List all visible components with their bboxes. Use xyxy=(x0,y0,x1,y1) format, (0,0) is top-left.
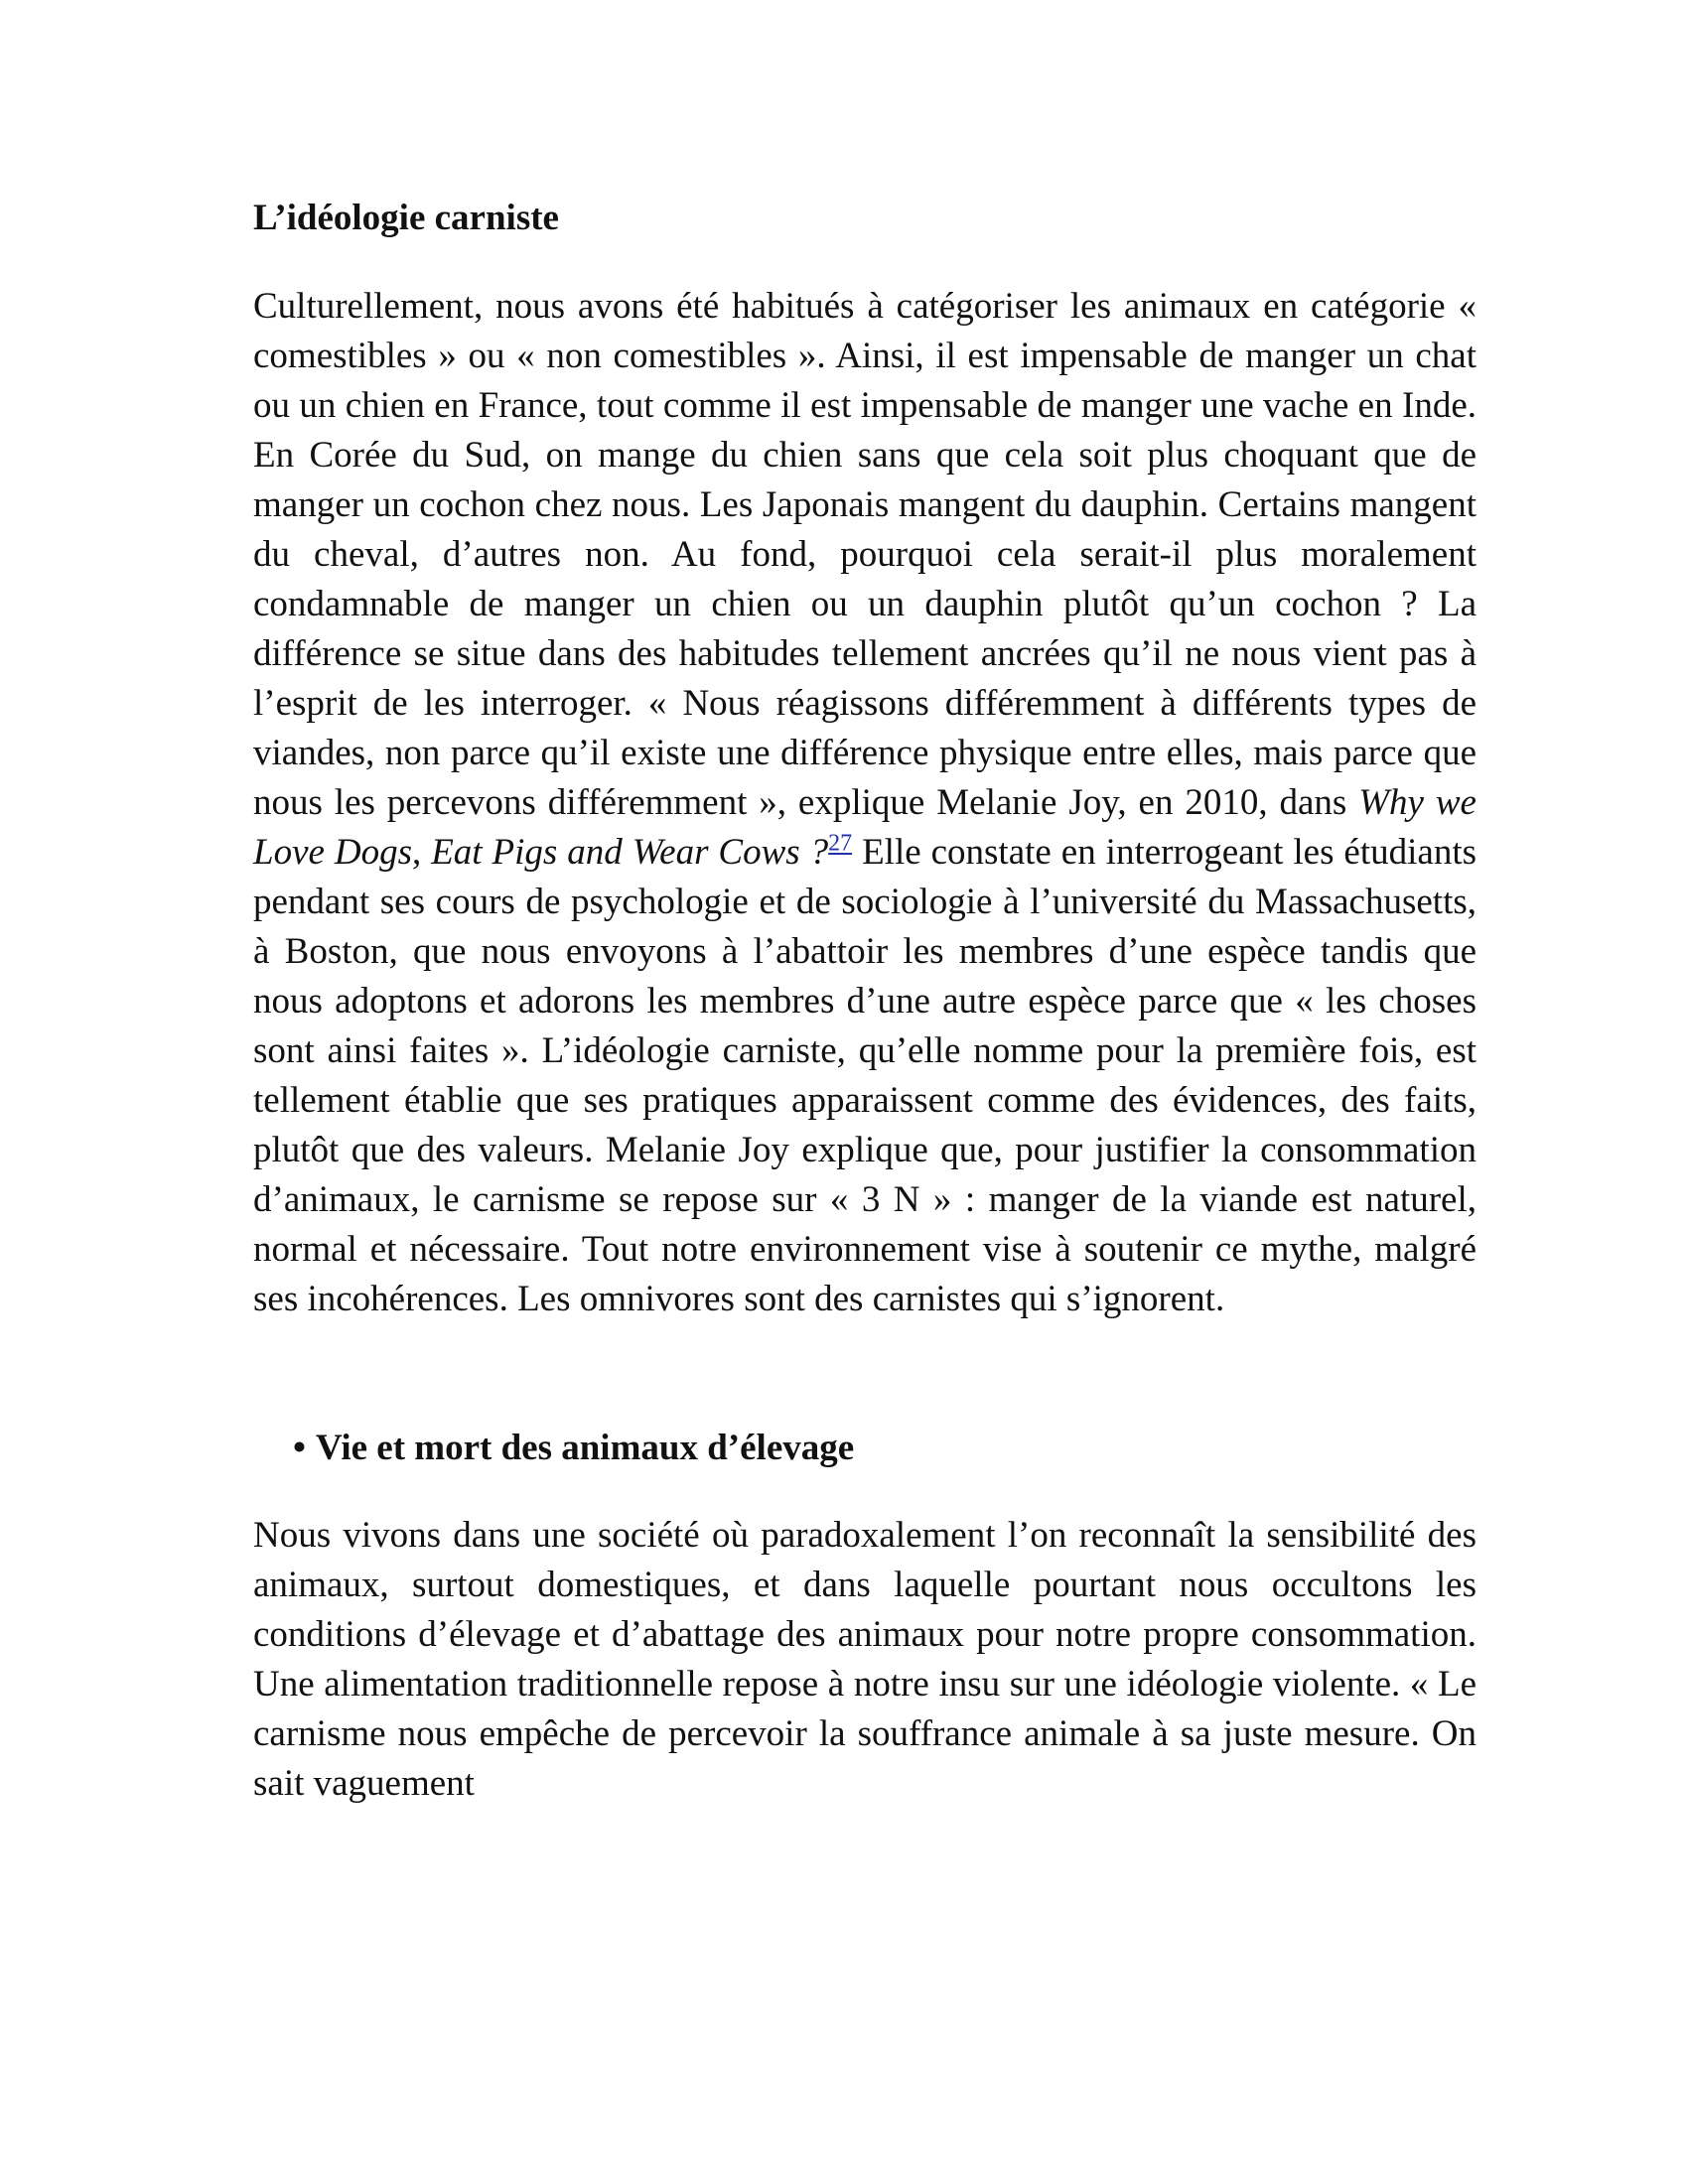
bullet-heading-elevage xyxy=(253,1427,1477,1470)
title-separator: , xyxy=(412,832,422,874)
book-title-love-dogs: Why we Love Dogs xyxy=(253,782,1477,874)
bullet-icon: • xyxy=(293,1428,306,1469)
footnote-ref xyxy=(828,831,852,857)
document-page xyxy=(253,197,1477,1809)
paragraph-carnisme xyxy=(253,282,1477,1324)
book-title-eat-pigs: Eat Pigs and Wear Cows ? xyxy=(431,832,829,874)
footnote-link-27[interactable]: 27 xyxy=(828,831,853,858)
paragraph-elevage: Nous vivons dans une société où paradoxalement l’on reconnaît la sensibilité des animaux, surtout domestiques, et dans laquelle pourtant nous occultons les conditions d’élevage et d’abattage des animaux pour notre propre consommation. Une alimentation traditionnelle repose à notre insu sur une idéologie violente. « Le carnisme nous empêche de percevoir la souffrance animale à sa juste mesure. On sait vaguement xyxy=(253,1514,1477,1804)
section-title-ideologie-carniste: L’idéologie carniste xyxy=(253,198,559,238)
section-title-vie-mort-animaux: Vie et mort des animaux d’élevage xyxy=(315,1428,855,1469)
paragraph-text-part1: Culturellement, nous avons été habitués à catégoriser les animaux en catégorie « comestibles » ou « non comestibles ». Ainsi, il est impensable de manger un chat ou un chien en France, tout comme il est impensable de manger une vache en Inde. En Corée du Sud, on mange du chien sans que cela soit plus choquant que de manger un cochon chez nous. Les Japonais mangent du dauphin. Certains mangent du cheval, d’autres non. Au fond, pourquoi cela serait-il plus moralement condamnable de manger un chien ou un dauphin plutôt qu’un cochon ? La différence se situe dans des habitudes tellement ancrées qu’il ne nous vient pas à l’esprit de les interroger. « Nous réagissons différemment à différents types de viandes, non parce qu’il existe une différence physique entre elles, mais parce que nous les percevons différemment », explique Melanie Joy, en 2010, dans xyxy=(253,286,1477,824)
paragraph-text-part2: Elle constate en interrogeant les étudiants pendant ses cours de psychologie et de sociologie à l’université du Massachusetts, à Boston, que nous envoyons à l’abattoir les membres d’une espèce tandis que nous adoptons et adorons les membres d’une autre espèce parce que « les choses sont ainsi faites ». L’idéologie carniste, qu’elle nomme pour la première fois, est tellement établie que ses pratiques apparaissent comme des évidences, des faits, plutôt que des valeurs. Melanie Joy explique que, pour justifier la consommation d’animaux, le carnisme se repose sur « 3 N » : manger de la viande est naturel, normal et nécessaire. Tout notre environnement vise à soutenir ce mythe, malgré ses incohérences. Les omnivores sont des carnistes qui s’ignorent. xyxy=(253,832,1477,1320)
